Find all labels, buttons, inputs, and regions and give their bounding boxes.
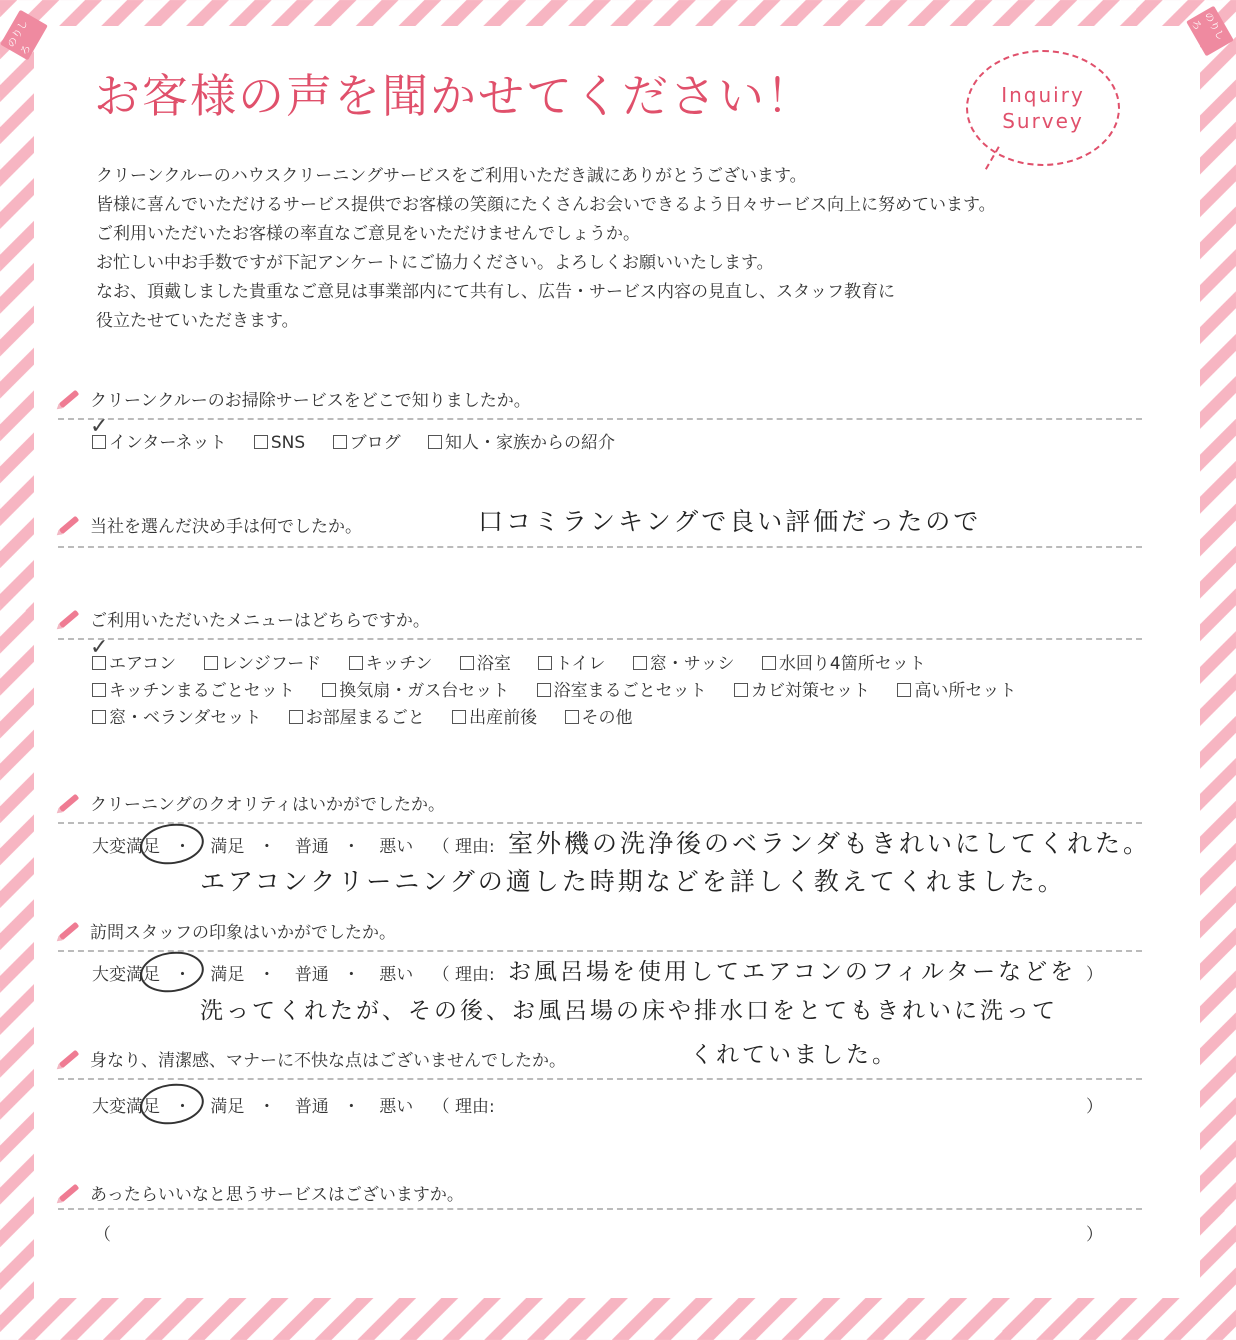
intro-line: ご利用いただいたお客様の率直なご意見をいただけませんでしょうか。 <box>96 224 640 244</box>
intro-line: なお、頂戴しました貴重なご意見は事業部内にて共有し、広告・サービス内容の見直し、スタッフ教育に <box>96 282 895 302</box>
q5-reason-line3: くれていました。 <box>690 1042 898 1068</box>
menu-option[interactable]: レンジフード <box>204 649 322 674</box>
pencil-icon <box>59 1183 80 1202</box>
intro-line: 役立たせていただきます。 <box>96 311 299 331</box>
menu-option[interactable]: 換気扇・ガス台セット <box>322 676 509 701</box>
menu-option[interactable]: 窓・サッシ <box>633 649 735 674</box>
checkbox[interactable] <box>633 656 647 670</box>
menu-option[interactable]: キッチンまるごとセット <box>92 676 295 701</box>
rating-very-satisfied[interactable]: 大変満足 <box>92 965 160 985</box>
paren-close: ） <box>1086 1225 1103 1245</box>
q6-rating: 大変満足 ・ 満足 ・ 普通 ・ 悪い （ 理由: <box>92 1097 495 1117</box>
reason-label: （ 理由: <box>432 965 495 985</box>
menu-option[interactable]: お部屋まるごと <box>289 703 425 728</box>
menu-option[interactable]: 窓・ベランダセット <box>92 703 261 728</box>
q4-reason-line1: 室外機の洗浄後のベランダもきれいにしてくれた。 <box>508 829 1152 858</box>
checkbox[interactable] <box>204 656 218 670</box>
question-7-label: あったらいいなと思うサービスはございますか。 <box>90 1185 464 1205</box>
checkbox[interactable] <box>565 710 579 724</box>
menu-option[interactable]: カビ対策セット <box>734 676 870 701</box>
question-2 <box>58 512 362 537</box>
pencil-icon <box>59 515 80 534</box>
q5-reason-line1: お風呂場を使用してエアコンのフィルターなどを <box>508 959 1077 985</box>
rating-bad[interactable]: 悪い <box>379 965 414 985</box>
q1-options <box>90 414 637 453</box>
checkbox[interactable] <box>92 710 106 724</box>
menu-option[interactable]: 浴室 <box>460 649 511 674</box>
rating-satisfied[interactable]: 満足 <box>210 1097 245 1117</box>
q3-options-row1 <box>90 635 948 674</box>
divider <box>58 418 1142 420</box>
q1-option-sns[interactable]: SNS <box>254 433 305 453</box>
q2-handwritten-answer: 口コミランキングで良い評価だったので <box>478 507 982 536</box>
menu-option[interactable]: トイレ <box>538 649 605 674</box>
inquiry-survey-badge <box>966 50 1120 166</box>
q4-reason-line2: エアコンクリーニングの適した時期などを詳しく教えてくれました。 <box>200 867 1066 896</box>
paren-close: ） <box>1086 1097 1103 1117</box>
pencil-icon <box>59 793 80 812</box>
q3-options-row3 <box>92 703 655 728</box>
pencil-icon <box>59 609 80 628</box>
intro-line: クリーンクルーのハウスクリーニングサービスをご利用いただき誠にありがとうございます。 <box>96 166 807 186</box>
checkbox[interactable] <box>349 656 363 670</box>
checkbox[interactable] <box>762 656 776 670</box>
pencil-icon <box>59 1049 80 1068</box>
q4-rating: 大変満足 ・ 満足 ・ 普通 ・ 悪い （ 理由: <box>92 837 495 857</box>
question-2-label: 当社を選んだ決め手は何でしたか。 <box>90 517 362 537</box>
menu-option[interactable]: 出産前後 <box>452 703 537 728</box>
menu-option[interactable]: 水回り4箇所セット <box>762 649 926 674</box>
checkbox[interactable] <box>322 683 336 697</box>
corner-tab-left: のりしろ <box>0 4 57 66</box>
question-3-label: ご利用いただいたメニューはどちらですか。 <box>90 611 430 631</box>
rating-normal[interactable]: 普通 <box>294 1097 329 1117</box>
paren-close: ） <box>1086 965 1103 985</box>
rating-normal[interactable]: 普通 <box>294 965 329 985</box>
checkbox[interactable] <box>428 435 442 449</box>
page-title: お客様の声を聞かせてください！ <box>94 69 814 123</box>
question-6-label: 身なり、清潔感、マナーに不快な点はございませんでしたか。 <box>90 1051 566 1071</box>
checkbox[interactable] <box>734 683 748 697</box>
paren-open: （ <box>94 1225 111 1245</box>
rating-normal[interactable]: 普通 <box>294 837 329 857</box>
reason-label: （ 理由: <box>432 837 495 857</box>
question-1 <box>58 386 531 411</box>
q3-options-row2 <box>92 676 1038 701</box>
q5-reason-line2: 洗ってくれたが、その後、お風呂場の床や排水口をとてもきれいに洗って <box>200 998 1058 1024</box>
q1-option-internet[interactable]: ✓ インターネット <box>90 414 227 453</box>
checkbox[interactable] <box>538 656 552 670</box>
divider <box>58 546 1142 548</box>
divider <box>58 1208 1142 1210</box>
checkbox[interactable] <box>92 683 106 697</box>
checkbox[interactable] <box>897 683 911 697</box>
question-5-label: 訪問スタッフの印象はいかがでしたか。 <box>90 923 396 943</box>
question-6 <box>58 1046 566 1071</box>
badge-line1: Inquiry <box>1001 83 1085 107</box>
corner-tab-right: のりしろ <box>1177 0 1236 62</box>
rating-bad[interactable]: 悪い <box>379 1097 414 1117</box>
pencil-icon <box>59 921 80 940</box>
checkbox[interactable] <box>537 683 551 697</box>
checkmark-icon: ✓ <box>90 635 109 660</box>
question-4-label: クリーニングのクオリティはいかがでしたか。 <box>90 795 445 815</box>
question-4 <box>58 790 445 815</box>
intro-text <box>96 162 1156 336</box>
question-3 <box>58 606 430 631</box>
rating-satisfied[interactable]: 満足 <box>210 837 245 857</box>
menu-option[interactable]: キッチン <box>349 649 433 674</box>
divider <box>58 638 1142 640</box>
question-1-label: クリーンクルーのお掃除サービスをどこで知りましたか。 <box>90 391 531 411</box>
checkbox[interactable] <box>460 656 474 670</box>
menu-option[interactable]: その他 <box>565 703 633 728</box>
checkbox[interactable] <box>333 435 347 449</box>
checkbox[interactable] <box>289 710 303 724</box>
checkbox[interactable] <box>452 710 466 724</box>
divider <box>58 1078 1142 1080</box>
divider <box>58 950 1142 952</box>
intro-line: お忙しい中お手数ですが下記アンケートにご協力ください。よろしくお願いいたします。 <box>96 253 774 273</box>
menu-option[interactable]: 浴室まるごとセット <box>537 676 707 701</box>
checkbox[interactable] <box>254 435 268 449</box>
rating-satisfied[interactable]: 満足 <box>210 965 245 985</box>
pencil-icon <box>59 389 80 408</box>
q5-rating: 大変満足 ・ 満足 ・ 普通 ・ 悪い （ 理由: <box>92 965 495 985</box>
question-7 <box>58 1180 464 1205</box>
reason-label: （ 理由: <box>432 1097 495 1117</box>
rating-very-satisfied[interactable]: 大変満足 <box>92 837 160 857</box>
intro-line: 皆様に喜んでいただけるサービス提供でお客様の笑顔にたくさんお会いできるよう日々サービス向上に努めています。 <box>96 195 996 215</box>
checkmark-icon: ✓ <box>90 414 109 439</box>
menu-option[interactable]: ✓ エアコン <box>90 635 177 674</box>
rating-bad[interactable]: 悪い <box>379 837 414 857</box>
rating-very-satisfied[interactable]: 大変満足 <box>92 1097 160 1117</box>
q1-option-referral[interactable]: 知人・家族からの紹介 <box>428 428 615 453</box>
question-5 <box>58 918 396 943</box>
menu-option[interactable]: 高い所セット <box>897 676 1016 701</box>
q1-option-blog[interactable]: ブログ <box>333 428 401 453</box>
badge-line2: Survey <box>1002 109 1084 133</box>
